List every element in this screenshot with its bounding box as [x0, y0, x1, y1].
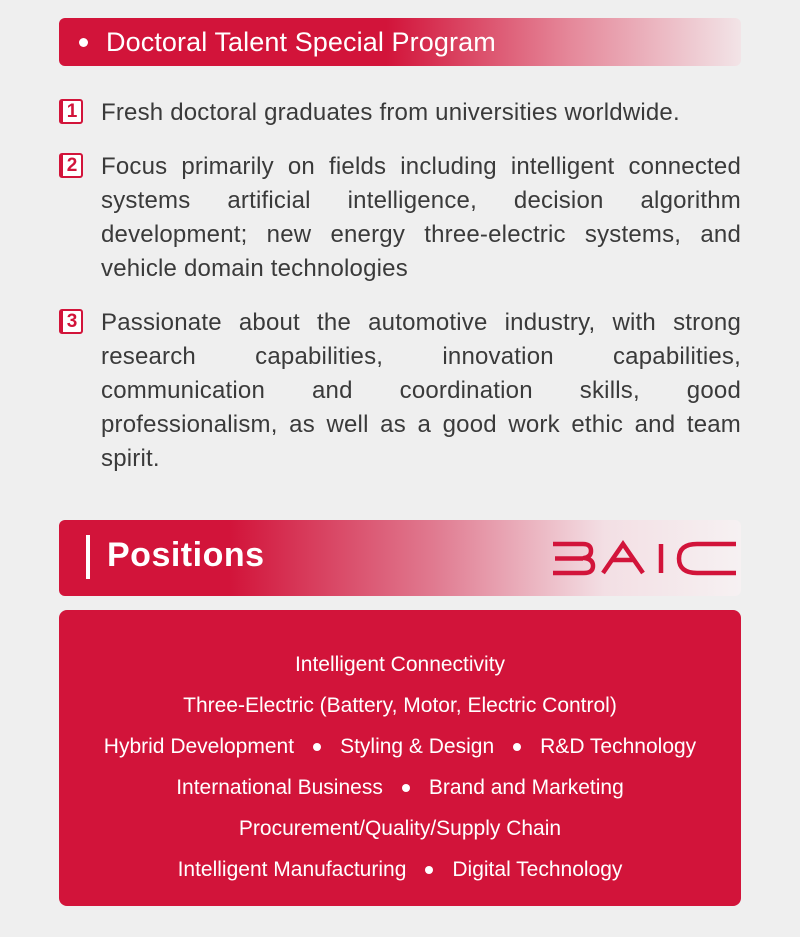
- requirement-item: [59, 150, 741, 286]
- positions-row: [59, 644, 741, 685]
- number-badge-2: 2: [59, 153, 83, 178]
- positions-title: Positions: [107, 536, 265, 574]
- separator-dot-icon: [402, 784, 410, 792]
- positions-row: [59, 726, 741, 767]
- program-title: Doctoral Talent Special Program: [106, 26, 496, 57]
- bullet-dot-icon: [79, 38, 88, 47]
- number-badge-1: 1: [59, 99, 83, 124]
- positions-header: [59, 520, 741, 596]
- position-item: Intelligent Connectivity: [294, 652, 506, 676]
- position-item: Digital Technology: [452, 857, 623, 881]
- requirement-item: [59, 96, 741, 130]
- position-item: Three-Electric (Battery, Motor, Electric Control): [183, 693, 617, 717]
- position-item: R&D Technology: [540, 734, 697, 758]
- number-badge-3: 3: [59, 309, 83, 334]
- positions-row: [59, 767, 741, 808]
- requirements-list: [59, 96, 741, 476]
- requirement-item: [59, 306, 741, 476]
- separator-dot-icon: [425, 866, 433, 874]
- baic-logo: [551, 540, 741, 576]
- separator-dot-icon: [513, 743, 521, 751]
- positions-row: [59, 808, 741, 849]
- position-item: Procurement/Quality/Supply Chain: [238, 816, 562, 840]
- positions-row: [59, 685, 741, 726]
- program-banner: [59, 18, 741, 66]
- position-item: International Business: [176, 775, 383, 799]
- positions-box: [59, 610, 741, 906]
- requirement-text: Focus primarily on fields including intelligent connected systems artificial intelligence, decision algorithm development; new energy three-electric systems, and vehicle domain technologies: [101, 153, 741, 282]
- requirement-text: Passionate about the automotive industry, with strong research capabilities, innovation capabilities, communication and coordination skills, good professionalism, as well as a good work ethic and team spirit.: [101, 309, 741, 472]
- header-accent-bar: [86, 535, 90, 579]
- position-item: Styling & Design: [340, 734, 495, 758]
- positions-row: [59, 849, 741, 890]
- separator-dot-icon: [313, 743, 321, 751]
- requirement-text: Fresh doctoral graduates from universities worldwide.: [101, 99, 680, 126]
- position-item: Hybrid Development: [103, 734, 295, 758]
- position-item: Intelligent Manufacturing: [177, 857, 407, 881]
- position-item: Brand and Marketing: [428, 775, 624, 799]
